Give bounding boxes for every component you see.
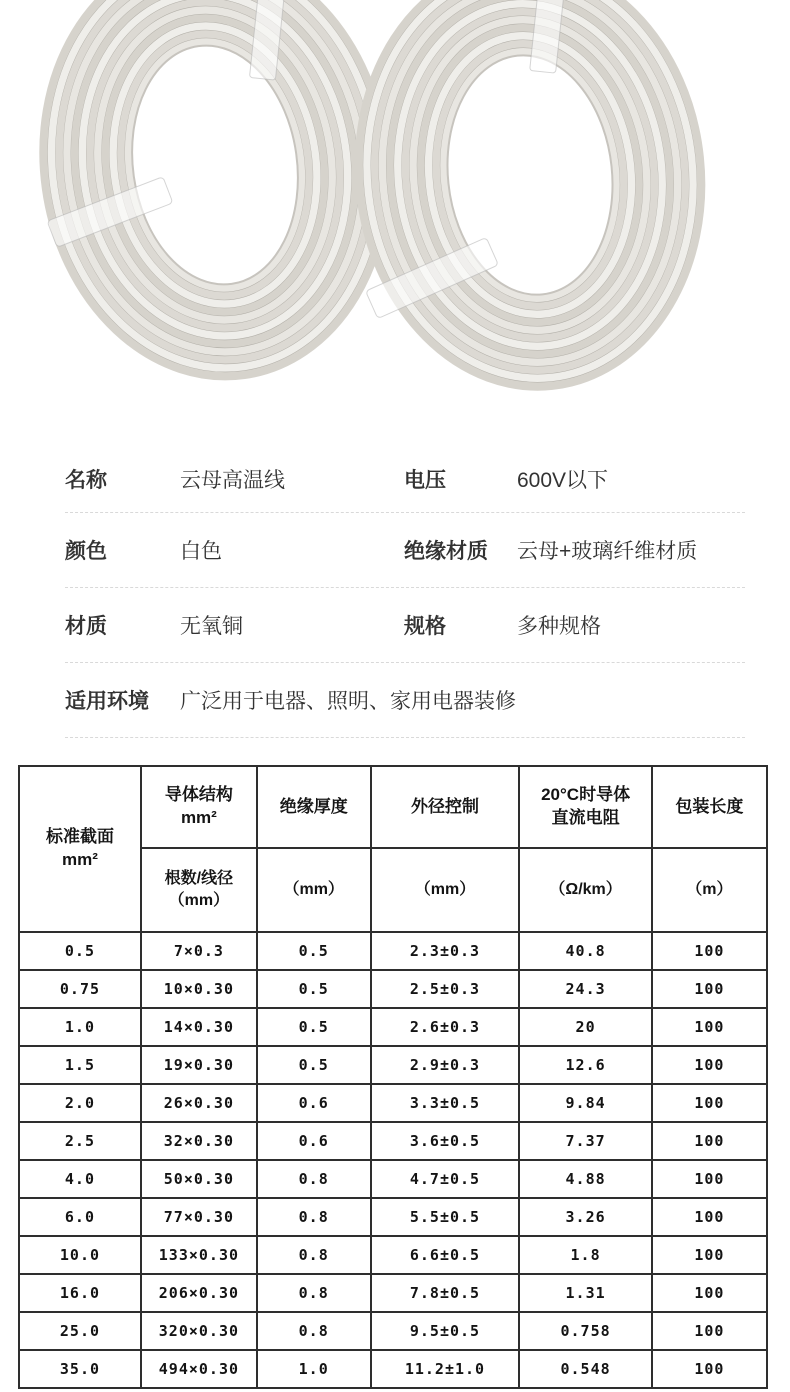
table-cell: 0.6: [257, 1122, 371, 1160]
table-cell: 2.0: [19, 1084, 141, 1122]
table-row: [19, 932, 767, 970]
spec-item-name: [65, 464, 404, 494]
table-cell: 100: [652, 1122, 767, 1160]
table-cell: 3.26: [519, 1198, 651, 1236]
table-cell: 50×0.30: [141, 1160, 257, 1198]
table-cell: 24.3: [519, 970, 651, 1008]
spec-value: 云母+玻璃纤维材质: [517, 540, 698, 563]
table-cell: 20: [519, 1008, 651, 1046]
spec-value: 白色: [180, 540, 222, 563]
spec-item-color: [65, 535, 404, 565]
coil-right: [338, 0, 722, 404]
spec-label: 颜色: [65, 540, 107, 563]
table-cell: 100: [652, 1312, 767, 1350]
spec-item-insulation: [404, 535, 745, 565]
spec-row: [65, 588, 745, 663]
table-cell: 100: [652, 1236, 767, 1274]
coil-left: [16, 0, 413, 399]
header-standard-section: 标准截面 mm²: [19, 766, 141, 932]
spec-value: 云母高温线: [180, 468, 285, 492]
white-cable-coils-image: [0, 0, 790, 445]
table-cell: 12.6: [519, 1046, 651, 1084]
table-cell: 100: [652, 1274, 767, 1312]
table-cell: 100: [652, 1008, 767, 1046]
table-cell: 2.6±0.3: [371, 1008, 520, 1046]
table-cell: 35.0: [19, 1350, 141, 1388]
unit-strands-diameter: 根数/线径 （mm）: [141, 848, 257, 932]
table-cell: 2.5: [19, 1122, 141, 1160]
table-cell: 40.8: [519, 932, 651, 970]
table-cell: 5.5±0.5: [371, 1198, 520, 1236]
spec-row: [65, 513, 745, 588]
spec-table-section: [0, 738, 790, 1389]
table-cell: 16.0: [19, 1274, 141, 1312]
table-cell: 3.6±0.5: [371, 1122, 520, 1160]
table-cell: 2.9±0.3: [371, 1046, 520, 1084]
table-cell: 10×0.30: [141, 970, 257, 1008]
spec-label: 绝缘材质: [404, 540, 488, 563]
table-cell: 7.37: [519, 1122, 651, 1160]
spec-label: 适用环境: [65, 690, 149, 713]
table-cell: 10.0: [19, 1236, 141, 1274]
table-cell: 0.8: [257, 1160, 371, 1198]
table-row: [19, 1236, 767, 1274]
table-cell: 0.5: [19, 932, 141, 970]
table-row: [19, 1160, 767, 1198]
spec-value: 无氧铜: [180, 615, 243, 638]
table-cell: 0.548: [519, 1350, 651, 1388]
unit-m: （m）: [652, 848, 767, 932]
unit-mm: （mm）: [371, 848, 520, 932]
table-cell: 26×0.30: [141, 1084, 257, 1122]
table-cell: 4.7±0.5: [371, 1160, 520, 1198]
table-row: [19, 1312, 767, 1350]
table-cell: 4.88: [519, 1160, 651, 1198]
table-cell: 1.0: [19, 1008, 141, 1046]
table-row: [19, 1084, 767, 1122]
table-cell: 2.5±0.3: [371, 970, 520, 1008]
table-cell: 14×0.30: [141, 1008, 257, 1046]
table-cell: 100: [652, 970, 767, 1008]
table-cell: 3.3±0.5: [371, 1084, 520, 1122]
spec-label: 名称: [65, 468, 107, 492]
table-cell: 0.5: [257, 1046, 371, 1084]
table-header: [19, 766, 767, 932]
product-spec-list: [0, 445, 790, 738]
spec-item-voltage: [404, 464, 745, 494]
spec-value: 多种规格: [517, 615, 601, 638]
table-row: [19, 1350, 767, 1388]
table-cell: 6.6±0.5: [371, 1236, 520, 1274]
table-cell: 0.5: [257, 970, 371, 1008]
spec-label: 规格: [404, 615, 446, 638]
table-cell: 4.0: [19, 1160, 141, 1198]
table-cell: 0.8: [257, 1312, 371, 1350]
table-cell: 100: [652, 1350, 767, 1388]
table-row: [19, 1274, 767, 1312]
table-cell: 0.758: [519, 1312, 651, 1350]
spec-label: 电压: [404, 468, 446, 492]
spec-item-material: [65, 610, 404, 640]
spec-row: [65, 445, 745, 513]
wire-spec-table: [18, 765, 768, 1389]
table-row: [19, 1008, 767, 1046]
table-cell: 77×0.30: [141, 1198, 257, 1236]
header-packing-length: 包装长度: [652, 766, 767, 848]
table-cell: 206×0.30: [141, 1274, 257, 1312]
table-cell: 100: [652, 1046, 767, 1084]
table-cell: 320×0.30: [141, 1312, 257, 1350]
header-outer-diameter: 外径控制: [371, 766, 520, 848]
table-cell: 25.0: [19, 1312, 141, 1350]
product-photo: [0, 0, 790, 445]
spec-item-specification: [404, 610, 745, 640]
table-cell: 11.2±1.0: [371, 1350, 520, 1388]
table-cell: 494×0.30: [141, 1350, 257, 1388]
table-cell: 1.8: [519, 1236, 651, 1274]
table-cell: 1.31: [519, 1274, 651, 1312]
table-row: [19, 1046, 767, 1084]
table-cell: 0.5: [257, 1008, 371, 1046]
header-dc-resistance: 20°C时导体 直流电阻: [519, 766, 651, 848]
table-cell: 19×0.30: [141, 1046, 257, 1084]
header-row-top: [19, 766, 767, 848]
table-cell: 0.5: [257, 932, 371, 970]
table-cell: 0.8: [257, 1236, 371, 1274]
spec-value: 广泛用于电器、照明、家用电器装修: [180, 690, 516, 713]
table-cell: 7×0.3: [141, 932, 257, 970]
unit-ohm-per-km: （Ω/km）: [519, 848, 651, 932]
table-row: [19, 1198, 767, 1236]
header-conductor-structure: 导体结构 mm²: [141, 766, 257, 848]
table-cell: 100: [652, 1084, 767, 1122]
spec-value: 600V以下: [517, 468, 609, 492]
table-row: [19, 970, 767, 1008]
table-cell: 0.8: [257, 1274, 371, 1312]
table-cell: 9.84: [519, 1084, 651, 1122]
table-cell: 32×0.30: [141, 1122, 257, 1160]
table-cell: 0.8: [257, 1198, 371, 1236]
table-cell: 1.0: [257, 1350, 371, 1388]
table-cell: 100: [652, 932, 767, 970]
unit-mm: （mm）: [257, 848, 371, 932]
table-cell: 2.3±0.3: [371, 932, 520, 970]
table-cell: 100: [652, 1198, 767, 1236]
spec-label: 材质: [65, 615, 107, 638]
table-cell: 0.6: [257, 1084, 371, 1122]
table-cell: 1.5: [19, 1046, 141, 1084]
spec-table-body: [19, 932, 767, 1388]
header-insulation-thickness: 绝缘厚度: [257, 766, 371, 848]
table-cell: 9.5±0.5: [371, 1312, 520, 1350]
table-cell: 100: [652, 1160, 767, 1198]
table-cell: 0.75: [19, 970, 141, 1008]
table-cell: 6.0: [19, 1198, 141, 1236]
table-cell: 7.8±0.5: [371, 1274, 520, 1312]
spec-item-environment: [65, 663, 745, 738]
table-cell: 133×0.30: [141, 1236, 257, 1274]
table-row: [19, 1122, 767, 1160]
